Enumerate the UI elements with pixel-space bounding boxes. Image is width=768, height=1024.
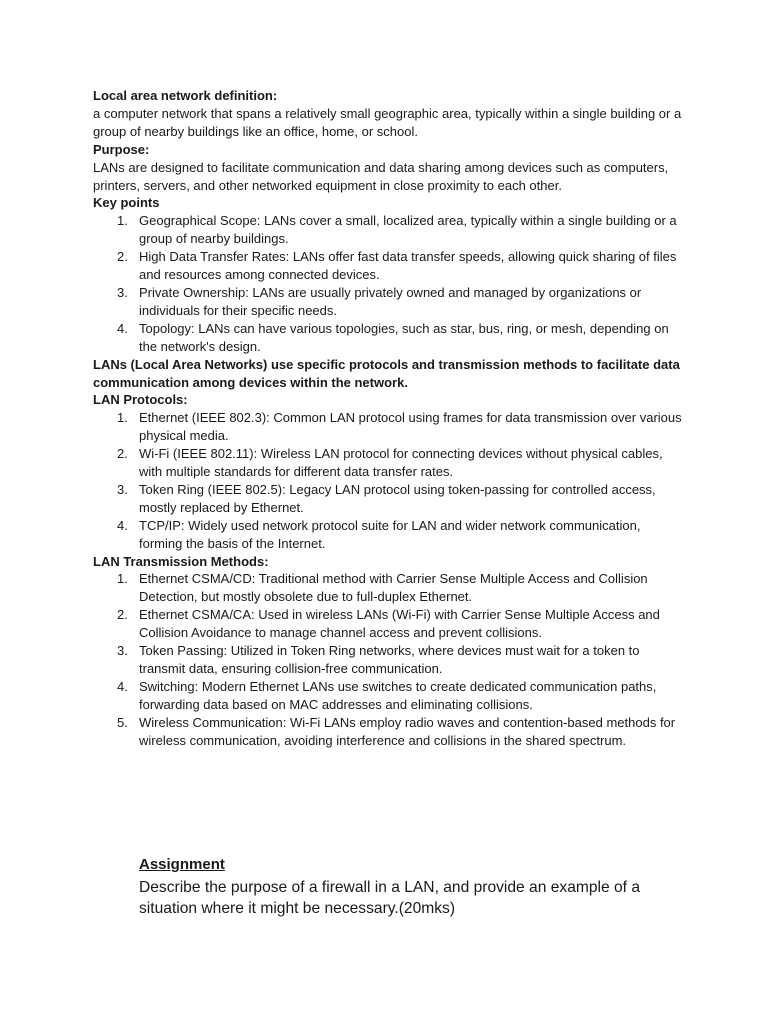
- list-item: 2. Ethernet CSMA/CA: Used in wireless LANs (Wi-Fi) with Carrier Sense Multiple Access and Collision Avoidance to manage channel access and prevent collisions.: [117, 607, 660, 641]
- list-item: 3. Token Passing: Utilized in Token Ring networks, where devices must wait for a token to transmit data, ensuring collision-free communication.: [117, 643, 640, 676]
- list-item: 2. Wi-Fi (IEEE 802.11): Wireless LAN protocol for connecting devices without physical cables, with multiple standards for different data transfer rates.: [117, 446, 663, 480]
- list-item: 3. Token Ring (IEEE 802.5): Legacy LAN protocol using token-passing for controlled access, mostly replaced by Ethernet.: [117, 481, 656, 515]
- protocols-heading: LAN Protocols:: [93, 392, 188, 408]
- assignment-text: Describe the purpose of a firewall in a LAN, and provide an example of a situation where it might be necessary.(20mks): [139, 879, 641, 917]
- list-item: 1. Ethernet CSMA/CD: Traditional method with Carrier Sense Multiple Access and Collision Detection, but mostly obsolete due to full-duplex Ethernet.: [117, 571, 648, 605]
- list-item: 4. TCP/IP: Widely used network protocol suite for LAN and wider network communication, forming the basis of the Internet.: [117, 517, 641, 551]
- list-item: 4. Topology: LANs can have various topologies, such as star, bus, ring, or mesh, depending on the network's design.: [117, 320, 669, 354]
- document-body: [93, 87, 683, 750]
- key-points-list: [93, 212, 683, 355]
- assignment-title: Assignment: [139, 856, 225, 873]
- list-item: 3. Private Ownership: LANs are usually privately owned and managed by organizations or individuals for their specific needs.: [117, 284, 642, 318]
- purpose-heading: Purpose:: [93, 141, 150, 157]
- protocols-intro: LANs (Local Area Networks) use specific protocols and transmission methods to facilitate data communication among devices within the network.: [93, 356, 680, 390]
- transmission-heading: LAN Transmission Methods:: [93, 553, 269, 569]
- definition-heading: Local area network definition:: [93, 88, 278, 103]
- assignment-section: [139, 855, 699, 919]
- purpose-text: LANs are designed to facilitate communication and data sharing among devices such as computers, printers, servers, and other networked equipment in close proximity to each other.: [93, 159, 669, 193]
- transmission-list: [93, 570, 683, 749]
- protocols-list: [93, 409, 683, 552]
- definition-text: a computer network that spans a relatively small geographic area, typically within a single building or a group of nearby buildings like an office, home, or school.: [93, 105, 682, 139]
- list-item: 2. High Data Transfer Rates: LANs offer fast data transfer speeds, allowing quick sharing of files and resources among connected devices.: [117, 249, 677, 283]
- key-points-heading: Key points: [93, 195, 160, 211]
- list-item: 1. Geographical Scope: LANs cover a small, localized area, typically within a single building or a group of nearby buildings.: [117, 213, 677, 247]
- list-item: 5. Wireless Communication: Wi-Fi LANs employ radio waves and contention-based methods for wireless communication, avoiding interference and collisions in the shared spectrum.: [117, 714, 676, 748]
- list-item: 1. Ethernet (IEEE 802.3): Common LAN protocol using frames for data transmission over various physical media.: [117, 410, 682, 444]
- list-item: 4. Switching: Modern Ethernet LANs use switches to create dedicated communication paths, forwarding data based on MAC addresses and eliminating collisions.: [117, 678, 657, 712]
